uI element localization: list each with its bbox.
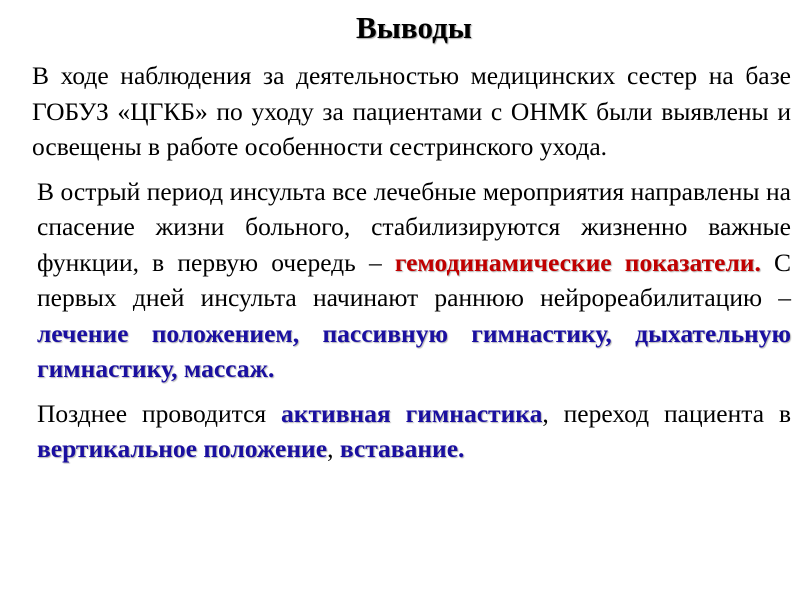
paragraph-intro bbox=[32, 58, 791, 165]
paragraph-acute-text-b: С первых дней инсульта начинают раннюю нейрореабилитацию – bbox=[37, 247, 792, 312]
paragraph-later-text-c: , bbox=[327, 434, 340, 463]
paragraph-intro-text: В ходе наблюдения за деятельностью медицинских сестер на базе ГОБУЗ «ЦГКБ» по уходу за пациентами с ОНМК были выявлены и освещены в работе особенности сестринского ухода. bbox=[32, 61, 791, 161]
highlight-active-gymnastics: активная гимнастика bbox=[281, 398, 543, 428]
highlight-standing-up: вставание. bbox=[339, 434, 465, 463]
paragraph-acute-period bbox=[37, 174, 791, 387]
paragraph-later-period bbox=[37, 396, 791, 467]
highlight-vertical-position: вертикальное положение bbox=[37, 434, 328, 463]
paragraph-later-text-b: , переход пациента в bbox=[542, 398, 791, 428]
paragraph-later-text-a: Позднее проводится bbox=[37, 398, 282, 428]
slide-title: Выводы bbox=[356, 10, 472, 45]
highlight-rehab-methods: лечение положением, пассивную гимнастику, дыхательную гимнастику, массаж. bbox=[37, 318, 791, 383]
paragraph-acute-text-a: В острый период инсульта все лечебные мероприятия направлены на спасение жизни больного, стабилизируются жизненно важные функции, в первую очередь – bbox=[37, 176, 791, 277]
highlight-hemodynamic: гемодинамические показатели. bbox=[394, 247, 761, 277]
slide-body bbox=[32, 58, 792, 467]
